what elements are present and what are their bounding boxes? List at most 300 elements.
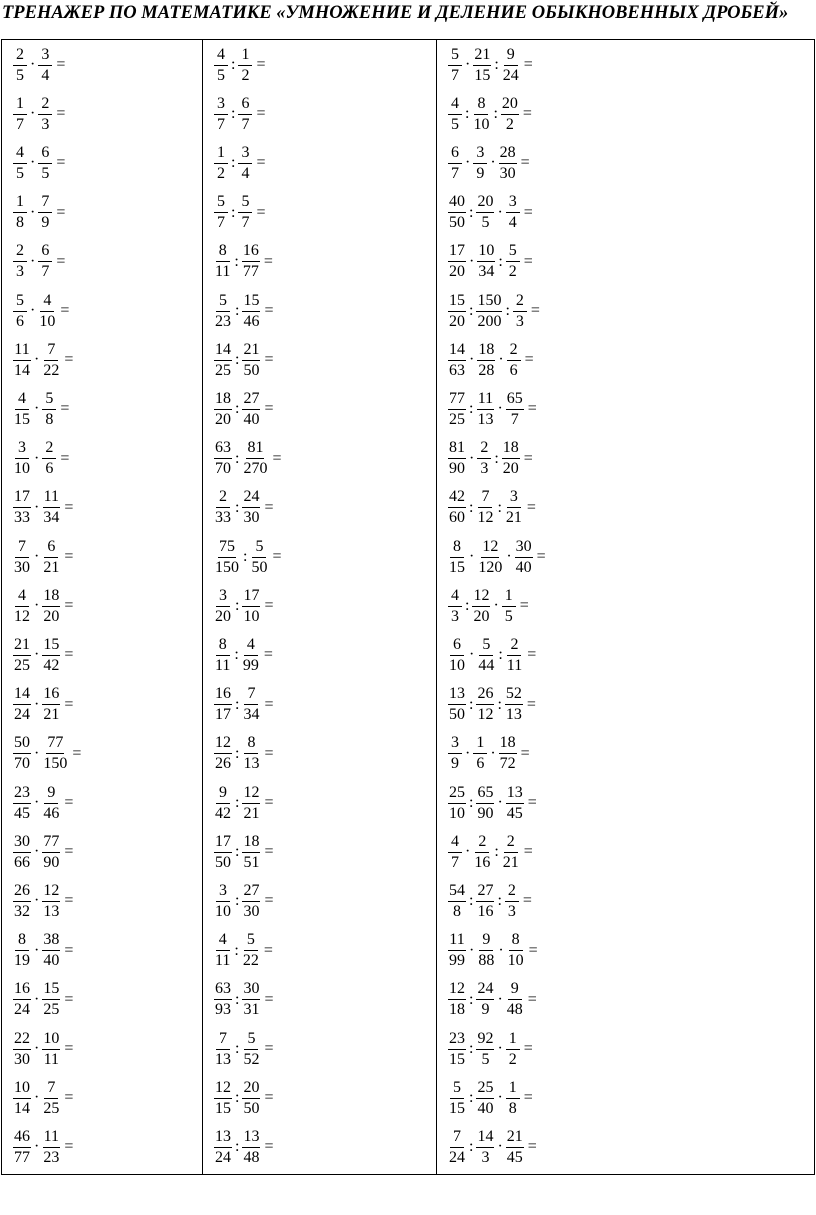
denominator: 50 bbox=[215, 853, 231, 871]
fraction bbox=[42, 1127, 60, 1168]
denominator: 46 bbox=[243, 312, 260, 330]
denominator: 2 bbox=[508, 263, 517, 281]
numerator: 8 bbox=[474, 94, 488, 115]
numerator: 11 bbox=[448, 930, 465, 951]
numerator: 3 bbox=[214, 94, 228, 115]
denominator: 90 bbox=[43, 853, 60, 871]
numerator: 9 bbox=[504, 45, 518, 66]
equals-sign: = bbox=[56, 56, 66, 73]
fraction bbox=[507, 930, 525, 971]
equals-sign: = bbox=[263, 252, 273, 270]
fraction bbox=[473, 832, 491, 873]
fraction bbox=[448, 684, 466, 725]
denominator: 7 bbox=[451, 853, 459, 871]
numerator: 21 bbox=[242, 340, 260, 361]
denominator: 50 bbox=[449, 214, 465, 232]
equals-sign: = bbox=[526, 498, 536, 516]
numerator: 5 bbox=[216, 291, 230, 312]
numerator: 15 bbox=[242, 291, 260, 312]
exercise-expression bbox=[12, 42, 65, 88]
denominator: 6 bbox=[45, 460, 54, 478]
denominator: 45 bbox=[14, 804, 30, 822]
equals-sign: = bbox=[256, 154, 266, 172]
fraction bbox=[38, 291, 56, 332]
operator: : bbox=[497, 892, 502, 910]
operator: : bbox=[469, 990, 474, 1008]
exercise-expression bbox=[447, 829, 533, 875]
equals-sign: = bbox=[64, 1040, 74, 1057]
numerator: 14 bbox=[448, 340, 466, 361]
denominator: 3 bbox=[507, 902, 516, 920]
denominator: 40 bbox=[515, 558, 532, 576]
fraction bbox=[242, 979, 260, 1020]
fraction bbox=[476, 389, 494, 430]
fraction bbox=[502, 586, 516, 627]
fraction bbox=[214, 487, 232, 528]
exercise-expression bbox=[447, 1124, 537, 1170]
fraction bbox=[38, 192, 52, 233]
numerator: 7 bbox=[38, 192, 52, 213]
operator: : bbox=[235, 351, 240, 369]
operator: : bbox=[235, 843, 240, 861]
fraction bbox=[448, 45, 462, 86]
numerator: 63 bbox=[214, 979, 232, 1000]
fraction bbox=[13, 1078, 31, 1119]
fraction bbox=[13, 438, 31, 479]
equals-sign: = bbox=[272, 548, 282, 565]
equals-sign: = bbox=[256, 56, 266, 73]
fraction bbox=[242, 832, 260, 873]
fraction bbox=[214, 635, 231, 676]
fraction bbox=[214, 1029, 232, 1070]
operator: · bbox=[34, 1089, 40, 1107]
operator: : bbox=[234, 252, 239, 270]
numerator: 2 bbox=[42, 438, 56, 459]
fraction bbox=[42, 733, 68, 774]
operator: : bbox=[234, 646, 239, 664]
denominator: 2 bbox=[241, 66, 250, 84]
denominator: 21 bbox=[505, 509, 522, 527]
exercise-expression bbox=[447, 485, 536, 531]
denominator: 34 bbox=[478, 263, 495, 281]
fraction bbox=[13, 143, 27, 184]
fraction bbox=[13, 389, 31, 430]
numerator: 10 bbox=[13, 1078, 31, 1099]
numerator: 12 bbox=[42, 881, 60, 902]
exercise-expression bbox=[447, 337, 534, 383]
fraction bbox=[448, 143, 462, 184]
denominator: 3 bbox=[481, 1148, 490, 1166]
operator: : bbox=[465, 105, 470, 123]
numerator: 5 bbox=[448, 45, 462, 66]
operator: : bbox=[469, 203, 474, 221]
denominator: 50 bbox=[243, 1099, 260, 1117]
fraction bbox=[448, 389, 466, 430]
equals-sign: = bbox=[64, 548, 74, 565]
equals-sign: = bbox=[256, 203, 266, 221]
equals-sign: = bbox=[56, 154, 66, 172]
fraction bbox=[13, 586, 31, 627]
denominator: 48 bbox=[506, 1001, 523, 1019]
numerator: 1 bbox=[506, 1029, 520, 1050]
denominator: 18 bbox=[449, 1001, 465, 1019]
operator: · bbox=[497, 1040, 503, 1057]
fraction bbox=[505, 881, 519, 922]
numerator: 12 bbox=[214, 733, 232, 754]
numerator: 2 bbox=[504, 832, 518, 853]
numerator: 6 bbox=[44, 537, 58, 558]
fraction bbox=[38, 45, 52, 86]
exercise-expression bbox=[213, 239, 273, 285]
numerator: 4 bbox=[244, 635, 258, 656]
denominator: 7 bbox=[241, 214, 250, 232]
equals-sign: = bbox=[263, 646, 273, 664]
fraction bbox=[476, 1029, 494, 1070]
numerator: 13 bbox=[506, 783, 524, 804]
numerator: 18 bbox=[242, 832, 260, 853]
numerator: 2 bbox=[507, 340, 521, 361]
fraction bbox=[238, 94, 252, 135]
exercise-expression bbox=[12, 436, 69, 482]
fraction bbox=[477, 340, 495, 381]
denominator: 5 bbox=[16, 66, 24, 84]
fraction bbox=[499, 143, 517, 184]
denominator: 40 bbox=[477, 1099, 494, 1117]
denominator: 14 bbox=[14, 1099, 30, 1117]
numerator: 2 bbox=[38, 94, 52, 115]
operator: : bbox=[243, 548, 248, 565]
denominator: 33 bbox=[14, 509, 30, 527]
numerator: 65 bbox=[506, 389, 524, 410]
denominator: 10 bbox=[449, 804, 465, 822]
fraction bbox=[507, 340, 521, 381]
denominator: 7 bbox=[217, 214, 225, 232]
denominator: 9 bbox=[481, 1001, 490, 1019]
numerator: 30 bbox=[515, 537, 533, 558]
denominator: 5 bbox=[16, 164, 24, 182]
operator: · bbox=[30, 252, 36, 270]
exercise-expression bbox=[213, 780, 273, 826]
fraction bbox=[506, 979, 524, 1020]
denominator: 70 bbox=[215, 460, 231, 478]
operator: · bbox=[469, 646, 475, 664]
denominator: 60 bbox=[449, 509, 465, 527]
operator: · bbox=[30, 105, 36, 123]
numerator: 17 bbox=[242, 586, 260, 607]
fraction bbox=[242, 438, 268, 479]
equals-sign: = bbox=[527, 794, 537, 811]
numerator: 3 bbox=[216, 586, 230, 607]
operator: · bbox=[498, 351, 504, 369]
fraction bbox=[476, 291, 502, 332]
exercise-expression bbox=[447, 288, 540, 334]
exercise-expression bbox=[447, 731, 530, 777]
page-title: ТРЕНАЖЕР ПО МАТЕМАТИКЕ «УМНОЖЕНИЕ И ДЕЛЕНИЕ ОБЫКНОВЕННЫХ ДРОБЕЙ» bbox=[2, 3, 789, 23]
denominator: 51 bbox=[243, 853, 260, 871]
denominator: 3 bbox=[451, 607, 459, 625]
fraction bbox=[472, 94, 490, 135]
denominator: 7 bbox=[241, 115, 250, 133]
exercise-expression bbox=[447, 682, 536, 728]
exercise-expression bbox=[12, 485, 73, 531]
fraction bbox=[214, 586, 232, 627]
exercise-expression bbox=[12, 190, 65, 236]
numerator: 8 bbox=[15, 930, 29, 951]
operator: : bbox=[235, 597, 240, 615]
denominator: 77 bbox=[14, 1148, 30, 1166]
numerator: 13 bbox=[448, 684, 466, 705]
operator: : bbox=[235, 498, 240, 516]
fraction bbox=[42, 340, 60, 381]
denominator: 150 bbox=[215, 558, 239, 576]
denominator: 15 bbox=[14, 410, 30, 428]
exercise-expression bbox=[447, 140, 530, 186]
equals-sign: = bbox=[64, 1138, 74, 1156]
numerator: 6 bbox=[450, 635, 464, 656]
numerator: 42 bbox=[448, 487, 466, 508]
fraction bbox=[214, 291, 232, 332]
operator: : bbox=[497, 498, 502, 516]
denominator: 15 bbox=[215, 1099, 231, 1117]
exercise-expression bbox=[447, 239, 533, 285]
denominator: 30 bbox=[14, 1050, 30, 1068]
numerator: 22 bbox=[13, 1029, 31, 1050]
numerator: 6 bbox=[238, 94, 252, 115]
operator: : bbox=[465, 597, 470, 615]
numerator: 3 bbox=[238, 143, 252, 164]
operator: : bbox=[235, 302, 240, 319]
fraction bbox=[448, 635, 466, 676]
numerator: 20 bbox=[242, 1078, 260, 1099]
exercise-expression bbox=[12, 878, 73, 924]
numerator: 3 bbox=[216, 881, 230, 902]
equals-sign: = bbox=[520, 154, 530, 172]
fraction bbox=[506, 241, 520, 282]
denominator: 3 bbox=[515, 312, 524, 330]
denominator: 99 bbox=[242, 656, 259, 674]
numerator: 28 bbox=[499, 143, 517, 164]
fraction bbox=[502, 45, 520, 86]
exercise-expression bbox=[447, 632, 536, 678]
fraction bbox=[242, 1078, 260, 1119]
operator: : bbox=[469, 302, 474, 319]
numerator: 5 bbox=[450, 1078, 464, 1099]
denominator: 22 bbox=[43, 361, 60, 379]
denominator: 14 bbox=[14, 361, 30, 379]
equals-sign: = bbox=[522, 105, 532, 123]
denominator: 4 bbox=[41, 66, 50, 84]
exercise-expression bbox=[447, 977, 537, 1023]
equals-sign: = bbox=[64, 695, 74, 713]
numerator: 4 bbox=[15, 586, 29, 607]
denominator: 90 bbox=[449, 460, 465, 478]
numerator: 6 bbox=[448, 143, 462, 164]
fraction bbox=[476, 979, 494, 1020]
operator: : bbox=[234, 941, 239, 959]
operator: · bbox=[30, 56, 36, 73]
numerator: 7 bbox=[244, 684, 258, 705]
denominator: 3 bbox=[480, 460, 489, 478]
numerator: 8 bbox=[216, 241, 230, 262]
denominator: 25 bbox=[43, 1001, 60, 1019]
denominator: 50 bbox=[251, 558, 268, 576]
denominator: 46 bbox=[43, 804, 60, 822]
equals-sign: = bbox=[264, 695, 274, 713]
denominator: 21 bbox=[502, 853, 519, 871]
exercise-expression bbox=[213, 731, 273, 777]
operator: · bbox=[34, 941, 40, 959]
operator: · bbox=[497, 990, 503, 1008]
equals-sign: = bbox=[528, 941, 538, 959]
operator: · bbox=[469, 548, 475, 565]
denominator: 5 bbox=[481, 214, 490, 232]
numerator: 17 bbox=[13, 487, 31, 508]
exercise-expression bbox=[12, 1026, 73, 1072]
operator: : bbox=[469, 695, 474, 713]
operator: · bbox=[497, 1138, 503, 1156]
numerator: 15 bbox=[42, 979, 60, 1000]
denominator: 30 bbox=[243, 509, 260, 527]
operator: · bbox=[469, 351, 475, 369]
exercise-expression bbox=[12, 583, 73, 629]
operator: · bbox=[34, 351, 40, 369]
equals-sign: = bbox=[523, 1089, 533, 1107]
numerator: 4 bbox=[216, 930, 230, 951]
equals-sign: = bbox=[522, 892, 532, 910]
denominator: 25 bbox=[215, 361, 231, 379]
operator: : bbox=[231, 105, 236, 123]
numerator: 21 bbox=[13, 635, 31, 656]
exercise-expression bbox=[213, 829, 273, 875]
denominator: 4 bbox=[508, 214, 517, 232]
numerator: 13 bbox=[214, 1127, 232, 1148]
operator: : bbox=[494, 56, 499, 73]
exercise-table bbox=[1, 39, 815, 1175]
fraction bbox=[242, 635, 260, 676]
fraction bbox=[13, 291, 27, 332]
equals-sign: = bbox=[264, 794, 274, 811]
operator: : bbox=[498, 646, 503, 664]
numerator: 77 bbox=[448, 389, 466, 410]
fraction bbox=[515, 537, 533, 578]
fraction bbox=[242, 783, 260, 824]
fraction bbox=[506, 1078, 520, 1119]
operator: · bbox=[465, 154, 471, 172]
exercise-expression bbox=[213, 928, 273, 974]
fraction bbox=[42, 1078, 60, 1119]
fraction bbox=[242, 1127, 260, 1168]
fraction bbox=[214, 340, 232, 381]
denominator: 66 bbox=[14, 853, 30, 871]
denominator: 20 bbox=[502, 460, 519, 478]
denominator: 3 bbox=[16, 263, 24, 281]
fraction bbox=[506, 783, 524, 824]
numerator: 10 bbox=[42, 1029, 60, 1050]
numerator: 26 bbox=[476, 684, 494, 705]
numerator: 1 bbox=[502, 586, 516, 607]
fraction bbox=[13, 241, 27, 282]
numerator: 2 bbox=[505, 881, 519, 902]
denominator: 13 bbox=[43, 902, 60, 920]
numerator: 27 bbox=[242, 389, 260, 410]
fraction bbox=[477, 241, 495, 282]
denominator: 8 bbox=[453, 902, 461, 920]
numerator: 6 bbox=[38, 241, 52, 262]
equals-sign: = bbox=[523, 56, 533, 73]
denominator: 13 bbox=[215, 1050, 231, 1068]
exercise-expression bbox=[213, 1124, 273, 1170]
equals-sign: = bbox=[264, 744, 274, 762]
fraction bbox=[214, 94, 228, 135]
denominator: 70 bbox=[14, 755, 30, 773]
numerator: 52 bbox=[505, 684, 523, 705]
fraction bbox=[13, 783, 31, 824]
numerator: 15 bbox=[42, 635, 60, 656]
denominator: 7 bbox=[510, 410, 519, 428]
fraction bbox=[448, 733, 462, 774]
operator: : bbox=[469, 1089, 474, 1107]
equals-sign: = bbox=[256, 105, 266, 123]
equals-sign: = bbox=[523, 203, 533, 221]
denominator: 5 bbox=[481, 1050, 490, 1068]
denominator: 20 bbox=[215, 410, 231, 428]
denominator: 9 bbox=[451, 755, 459, 773]
operator: : bbox=[497, 695, 502, 713]
exercise-expression bbox=[12, 1075, 73, 1121]
equals-sign: = bbox=[519, 597, 529, 615]
equals-sign: = bbox=[64, 794, 74, 811]
denominator: 2 bbox=[217, 164, 225, 182]
numerator: 17 bbox=[214, 832, 232, 853]
denominator: 7 bbox=[41, 263, 50, 281]
equals-sign: = bbox=[64, 1089, 74, 1107]
fraction bbox=[242, 241, 260, 282]
numerator: 30 bbox=[242, 979, 260, 1000]
fraction bbox=[242, 586, 260, 627]
operator: · bbox=[34, 548, 40, 565]
denominator: 13 bbox=[477, 410, 494, 428]
exercise-expression bbox=[447, 386, 537, 432]
numerator: 38 bbox=[42, 930, 60, 951]
denominator: 93 bbox=[215, 1001, 231, 1019]
denominator: 42 bbox=[215, 804, 231, 822]
denominator: 24 bbox=[215, 1148, 231, 1166]
denominator: 34 bbox=[243, 706, 260, 724]
numerator: 24 bbox=[476, 979, 494, 1000]
numerator: 4 bbox=[214, 45, 228, 66]
fraction bbox=[13, 537, 31, 578]
numerator: 11 bbox=[43, 1127, 60, 1148]
numerator: 30 bbox=[13, 832, 31, 853]
numerator: 27 bbox=[242, 881, 260, 902]
operator: · bbox=[469, 449, 475, 467]
numerator: 25 bbox=[448, 783, 466, 804]
exercise-expression bbox=[447, 190, 533, 236]
equals-sign: = bbox=[264, 498, 274, 516]
denominator: 16 bbox=[477, 902, 494, 920]
numerator: 5 bbox=[252, 537, 266, 558]
equals-sign: = bbox=[264, 1138, 274, 1156]
numerator: 7 bbox=[478, 487, 492, 508]
equals-sign: = bbox=[72, 744, 82, 762]
exercise-expression bbox=[447, 1075, 533, 1121]
numerator: 4 bbox=[15, 389, 29, 410]
fraction bbox=[448, 1029, 466, 1070]
denominator: 21 bbox=[43, 558, 60, 576]
exercise-column-2 bbox=[202, 40, 437, 1174]
operator: · bbox=[469, 252, 475, 270]
operator: · bbox=[469, 941, 475, 959]
